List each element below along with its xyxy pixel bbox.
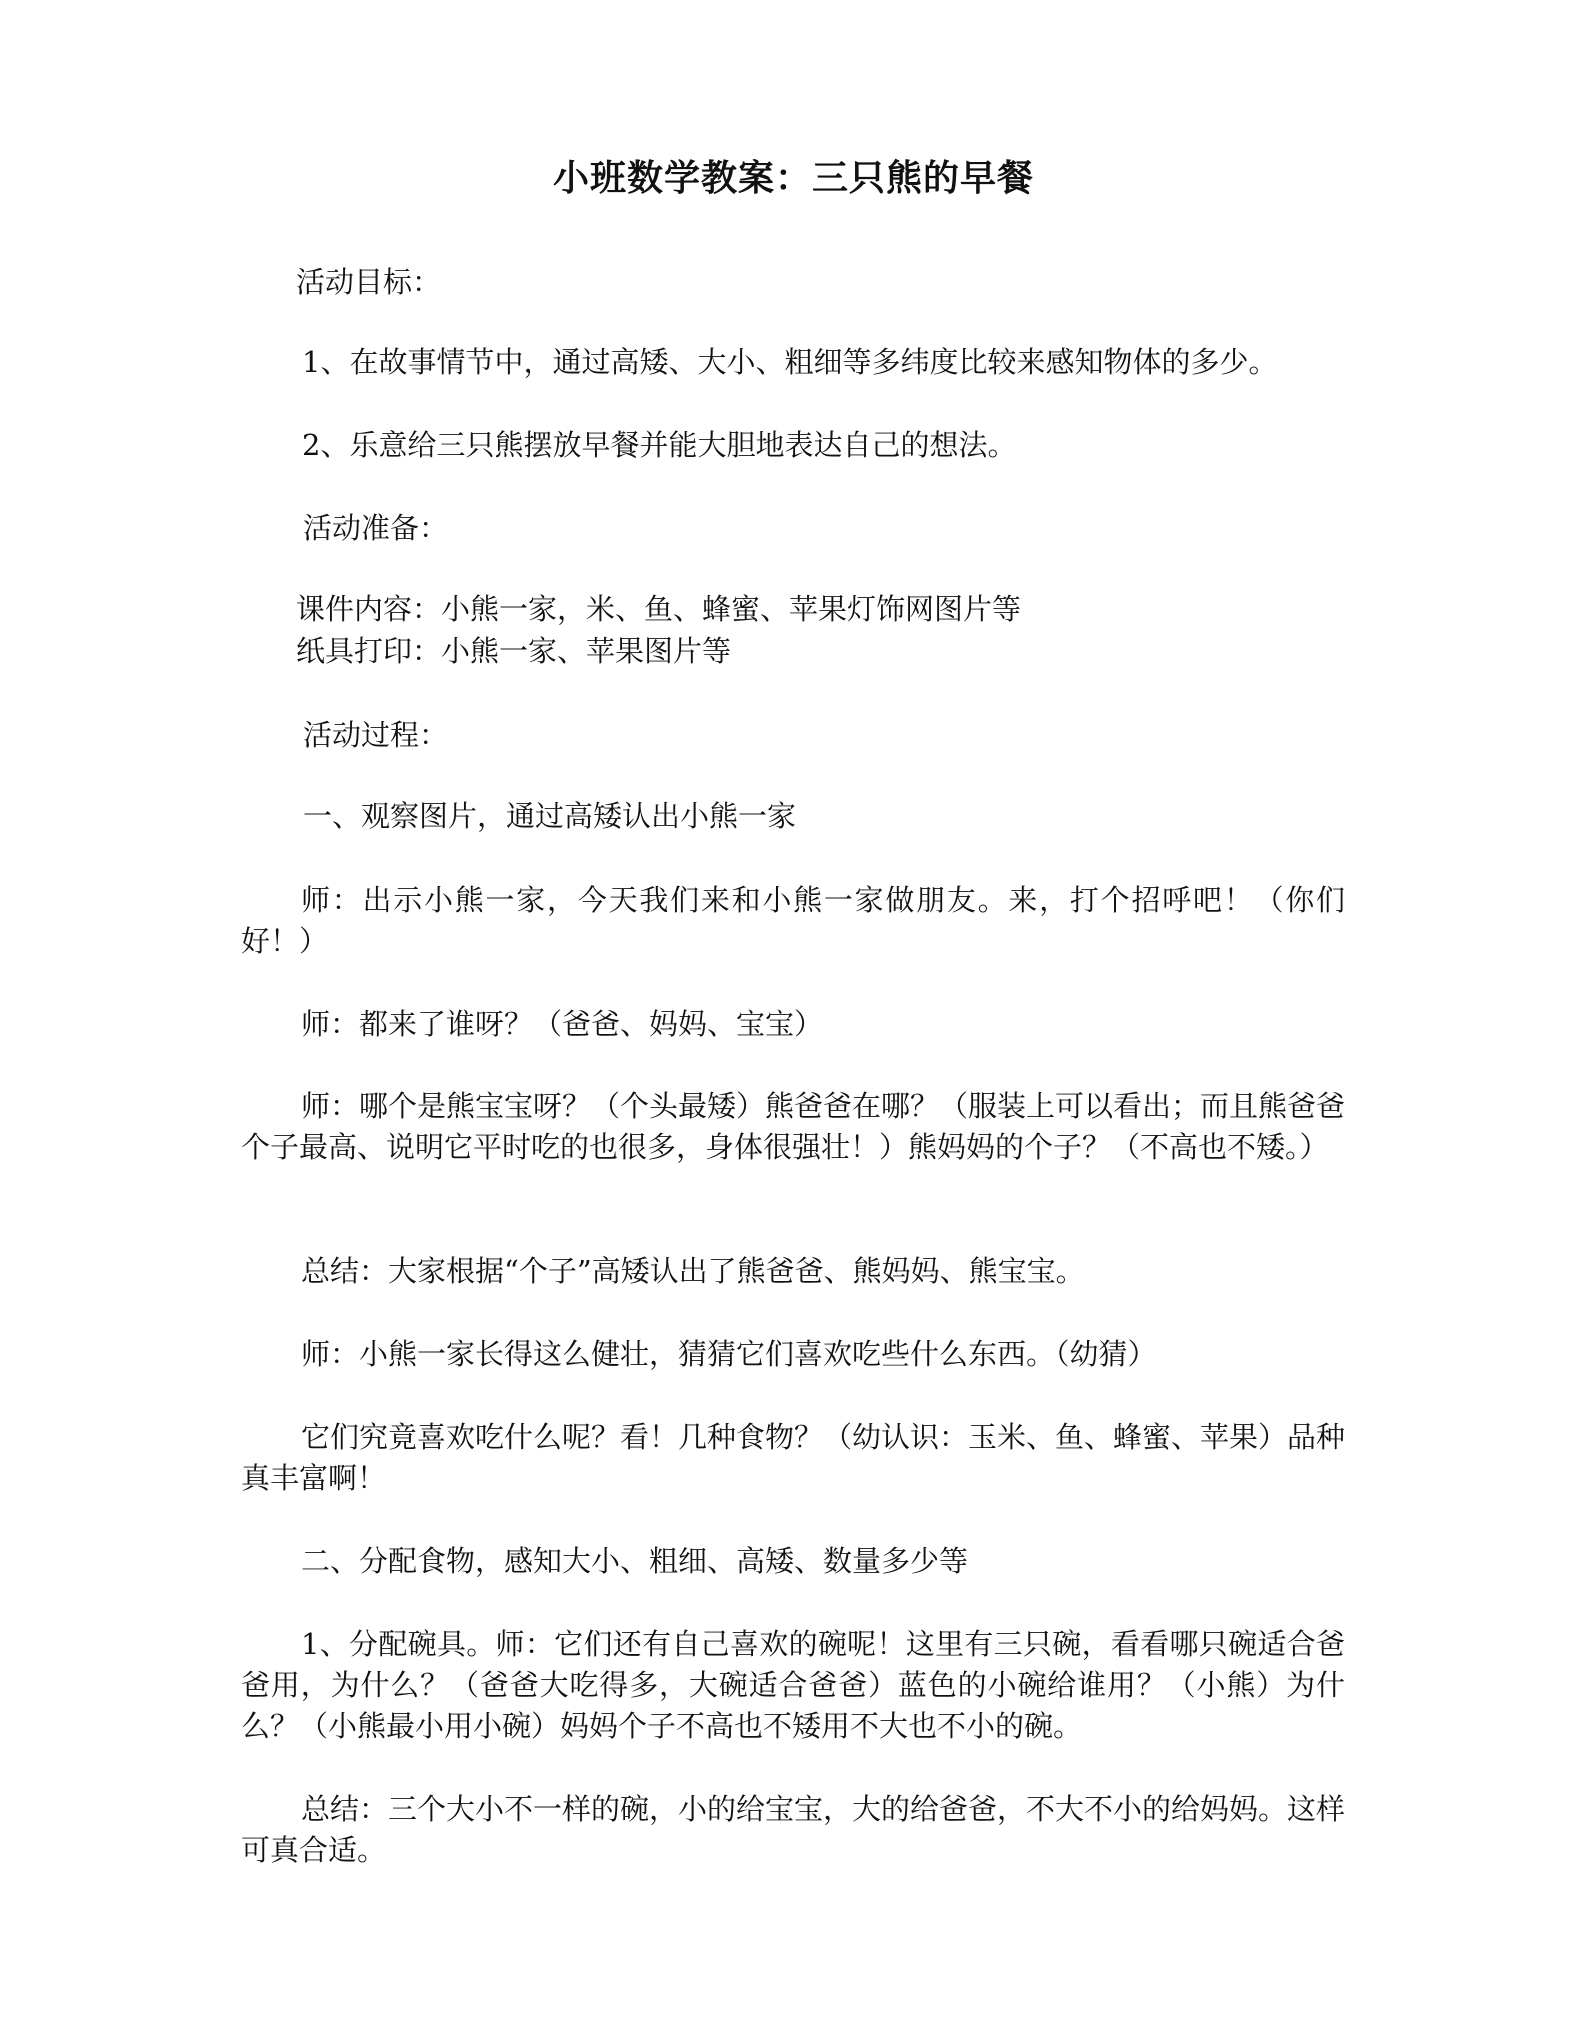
preparation-item: 课件内容：小熊一家，米、鱼、蜂蜜、苹果灯饰网图片等	[296, 592, 1022, 626]
body-paragraph: 它们究竟喜欢吃什么呢？看！几种食物？（幼认识：玉米、鱼、蜂蜜、苹果）品种真丰富啊！	[241, 1420, 1346, 1495]
body-paragraph: 1、分配碗具。师：它们还有自己喜欢的碗呢！这里有三只碗，看看哪只碗适合爸爸用，为什么？（爸爸大吃得多，大碗适合爸爸）蓝色的小碗给谁用？（小熊）为什么？（小熊最小用小碗）妈妈个子不高也不矮用不大也不小的碗。	[241, 1627, 1345, 1743]
objective-item: 2、乐意给三只熊摆放早餐并能大胆地表达自己的想法。	[302, 428, 1017, 462]
section-heading-objectives: 活动目标：	[296, 265, 442, 299]
process-step-heading: 二、分配食物，感知大小、粗细、高矮、数量多少等	[301, 1544, 969, 1578]
summary-paragraph: 总结：大家根据“个子”高矮认出了熊爸爸、熊妈妈、熊宝宝。	[301, 1254, 1085, 1288]
document-title: 小班数学教案：三只熊的早餐	[552, 157, 1034, 199]
body-paragraph: 师：小熊一家长得这么健壮，猜猜它们喜欢吃些什么东西。（幼猜）	[301, 1337, 1157, 1371]
body-paragraph: 师：哪个是熊宝宝呀？（个头最矮）熊爸爸在哪？（服装上可以看出；而且熊爸爸个子最高、说明它平时吃的也很多，身体很强壮！）熊妈妈的个子？（不高也不矮。）	[241, 1089, 1346, 1164]
section-heading-preparation: 活动准备：	[303, 511, 449, 545]
process-step-heading: 一、观察图片，通过高矮认出小熊一家	[303, 799, 797, 833]
objective-item: 1、在故事情节中，通过高矮、大小、粗细等多纬度比较来感知物体的多少。	[302, 345, 1278, 379]
section-heading-process: 活动过程：	[303, 718, 449, 752]
body-paragraph: 师：出示小熊一家，今天我们来和小熊一家做朋友。来，打个招呼吧！（你们好！）	[241, 883, 1345, 958]
preparation-item: 纸具打印：小熊一家、苹果图片等	[296, 634, 732, 668]
body-paragraph: 师：都来了谁呀？（爸爸、妈妈、宝宝）	[301, 1007, 824, 1041]
summary-paragraph: 总结：三个大小不一样的碗，小的给宝宝，大的给爸爸，不大不小的给妈妈。这样可真合适。	[241, 1792, 1346, 1867]
